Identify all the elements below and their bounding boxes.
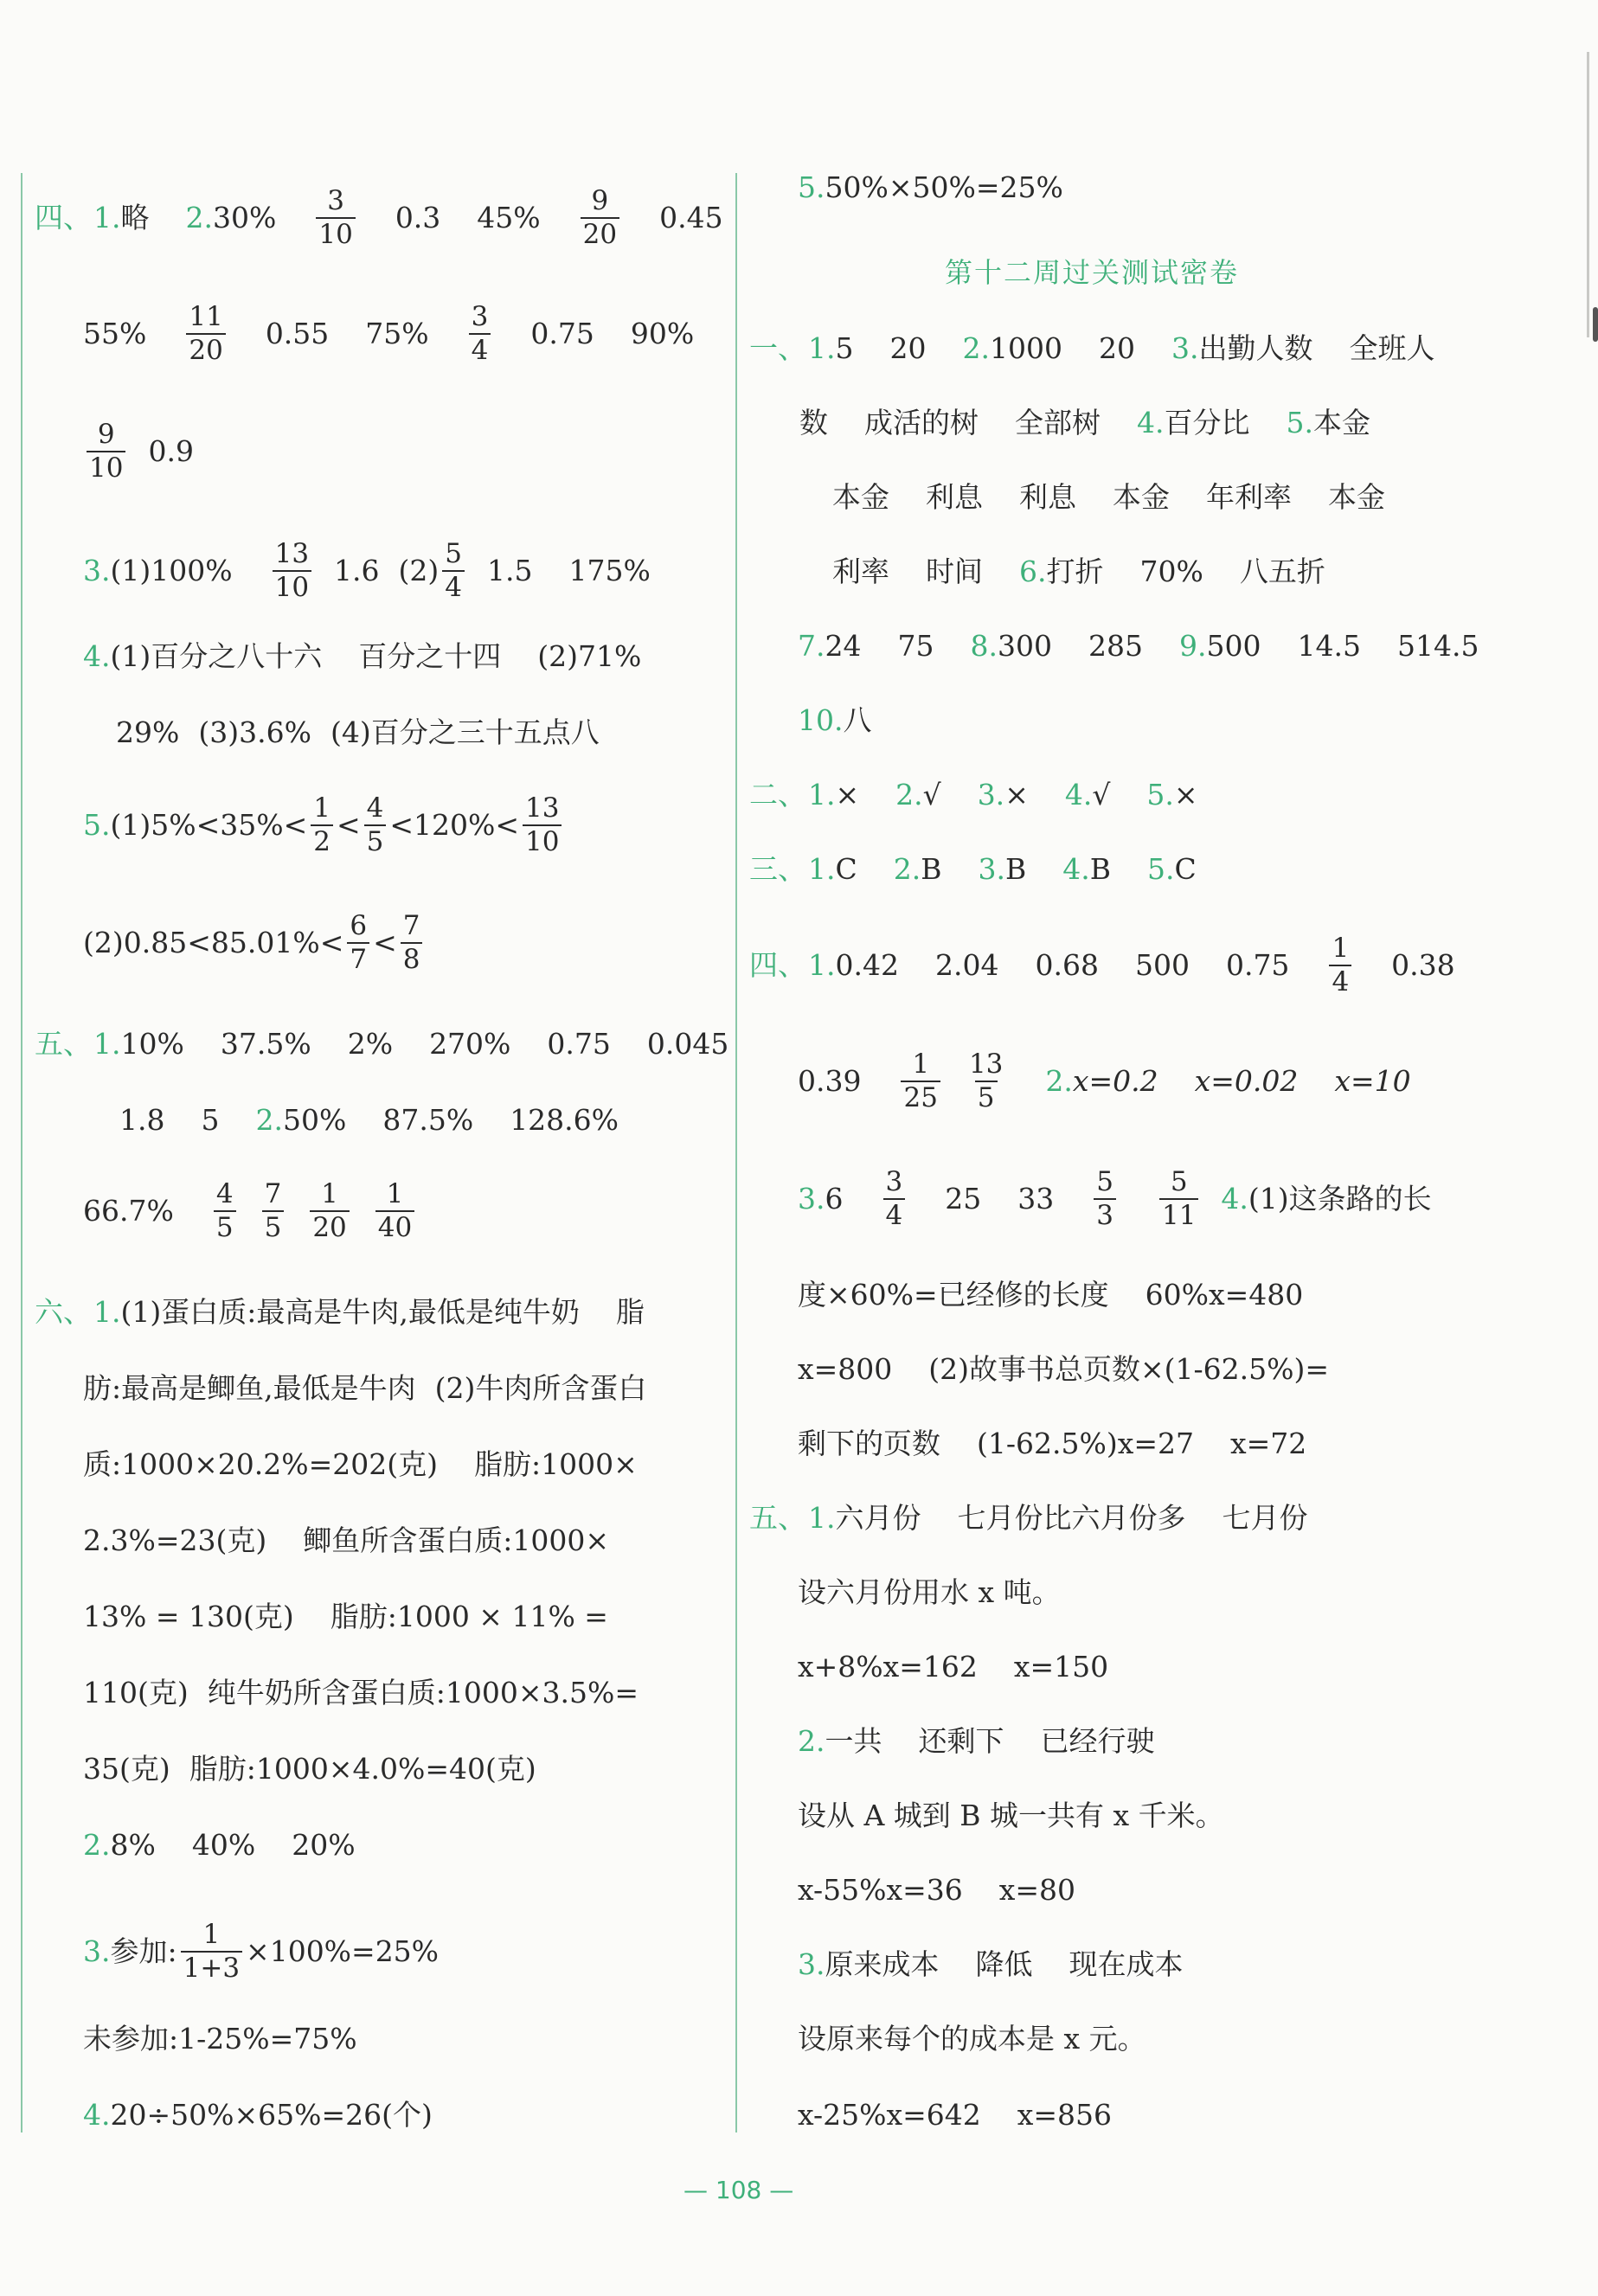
fraction: $\frac{13}{10}$ xyxy=(273,540,311,601)
answer-line: 2. 8% 40% 20% xyxy=(83,1828,356,1862)
fraction: $\frac{13}{5}$ xyxy=(968,1049,1004,1113)
answer-line: x+8%x=162 x=150 xyxy=(798,1650,1109,1684)
answer-line: 29% (3)3.6% (4)百分之三十五点八 xyxy=(116,715,600,749)
section-label: 五、 xyxy=(749,1501,806,1535)
answer-line: x-55%x=36 x=80 xyxy=(798,1873,1076,1907)
answer-line: 10. 八 xyxy=(798,703,872,737)
answer-line: 5. (1)5%<35%< $\frac{1}{2}$ < $\frac{4}{5}$ <120%< $\frac{13}{10}$ xyxy=(83,794,565,856)
fraction: $\frac{1}{20}$ xyxy=(310,1180,349,1241)
answer-line: 五、 1. 六月份 七月份比六月份多 七月份 xyxy=(749,1501,1308,1535)
section-label: 二、 xyxy=(749,778,806,811)
section-title: 第十二周过关测试密卷 xyxy=(945,256,1240,289)
center-column-rule xyxy=(735,173,737,2132)
answer-line: 3. 6 $\frac{3}{4}$ 25 33 $\frac{5}{3}$ $\frac{5}{11}$ 4. (1)这条路的长 xyxy=(798,1166,1432,1231)
answer-line: 三、 1. C 2. B 3. B 4. B 5. C xyxy=(749,852,1197,886)
answer-line: $\frac{9}{10}$ 0.9 xyxy=(83,420,194,482)
fraction: $\frac{5}{11}$ xyxy=(1159,1168,1198,1229)
answer-line: 设六月份用水 x 吨。 xyxy=(798,1575,1061,1609)
answer-line: 35(克) 脂肪:1000×4.0%=40(克) xyxy=(83,1752,536,1786)
answer-line: 13% = 130(克) 脂肪:1000 × 11% = xyxy=(83,1600,608,1633)
fraction: $\frac{7}{8}$ xyxy=(401,912,423,973)
answer-line: 3. 原来成本 降低 现在成本 xyxy=(798,1947,1184,1981)
answer-line: 0.39 $\frac{1}{25}$ $\frac{13}{5}$ 2. x=0.2 x=0.02 x=10 xyxy=(798,1049,1411,1113)
fraction: $\frac{1}{1+3}$ xyxy=(181,1921,242,1982)
answer-line: 5. 50%×50%=25% xyxy=(798,170,1063,204)
fraction: $\frac{9}{20}$ xyxy=(581,187,619,248)
section-label: 五、 xyxy=(35,1027,92,1061)
page-number: — 108 — xyxy=(683,2176,794,2204)
fraction: $\frac{5}{4}$ xyxy=(442,540,465,601)
left-column-rule xyxy=(21,173,22,2132)
fraction: $\frac{1}{4}$ xyxy=(1329,934,1351,996)
fraction: $\frac{5}{3}$ xyxy=(1094,1168,1116,1229)
answer-line: 四、 1. 略 2. 30% $\frac{3}{10}$ 0.3 45% $\frac{9}{20}$ 0.45 xyxy=(35,185,723,250)
page-edge-mark xyxy=(1593,307,1598,342)
fraction: $\frac{9}{10}$ xyxy=(87,420,125,482)
answer-line: x-25%x=642 x=856 xyxy=(798,2098,1113,2132)
fraction: $\frac{3}{10}$ xyxy=(316,187,355,248)
answer-line: 度×60%=已经修的长度 60%x=480 xyxy=(798,1278,1304,1312)
section-label: 三、 xyxy=(749,852,806,886)
answer-line: 数 成活的树 全部树 4. 百分比 5. 本金 xyxy=(799,406,1370,439)
fraction: $\frac{3}{4}$ xyxy=(469,303,491,364)
section-label: 四、 xyxy=(749,948,806,983)
answer-line: 1.8 5 2. 50% 87.5% 128.6% xyxy=(119,1103,619,1137)
fraction: $\frac{1}{2}$ xyxy=(311,794,333,856)
answer-line: 设从 A 城到 B 城一共有 x 千米。 xyxy=(798,1799,1224,1832)
fraction: $\frac{4}{5}$ xyxy=(214,1180,236,1241)
answer-line: 110(克) 纯牛奶所含蛋白质:1000×3.5%= xyxy=(83,1676,639,1709)
answer-line: (2)0.85<85.01%< $\frac{6}{7}$ < $\frac{7}{8}$ xyxy=(83,912,426,973)
answer-line: 质:1000×20.2%=202(克) 脂肪:1000× xyxy=(83,1447,638,1481)
fraction: $\frac{7}{5}$ xyxy=(262,1180,285,1241)
fraction: $\frac{13}{10}$ xyxy=(523,794,562,856)
answer-line: 7. 24 75 8. 300 285 9. 500 14.5 514.5 xyxy=(798,629,1479,663)
answer-line: 本金 利息 利息 本金 年利率 本金 xyxy=(832,480,1385,514)
answer-line: 66.7% $\frac{4}{5}$ $\frac{7}{5}$ $\frac{1}{20}$ $\frac{1}{40}$ xyxy=(83,1180,418,1241)
fraction: $\frac{11}{20}$ xyxy=(186,303,225,364)
answer-line: 六、 1. (1)蛋白质:最高是牛肉,最低是纯牛奶 脂 xyxy=(35,1295,645,1329)
answer-line: 剩下的页数 (1-62.5%)x=27 x=72 xyxy=(798,1427,1307,1460)
fraction: $\frac{1}{25}$ xyxy=(901,1050,940,1112)
answer-line: 55% $\frac{11}{20}$ 0.55 75% $\frac{3}{4}$ 0.75 90% xyxy=(83,301,695,366)
answer-line: 2.3%=23(克) 鲫鱼所含蛋白质:1000× xyxy=(83,1523,609,1557)
answer-line: 四、 1. 0.42 2.04 0.68 500 0.75 $\frac{1}{4}$ 0.38 xyxy=(749,933,1455,997)
fraction: $\frac{6}{7}$ xyxy=(347,912,369,973)
answer-line: x=800 (2)故事书总页数×(1-62.5%)= xyxy=(798,1352,1330,1386)
answer-line: 4. 20÷50%×65%=26(个) xyxy=(83,2098,433,2132)
answer-line: 肪:最高是鲫鱼,最低是牛肉 (2)牛肉所含蛋白 xyxy=(83,1371,647,1405)
answer-line: 3. 参加: $\frac{1}{1+3}$ ×100%=25% xyxy=(83,1919,440,1984)
section-label: 六、 xyxy=(35,1295,92,1329)
section-label: 四、 xyxy=(35,201,92,235)
fraction: $\frac{4}{5}$ xyxy=(364,794,387,856)
fraction: $\frac{3}{4}$ xyxy=(883,1168,906,1229)
answer-line: 五、 1. 10% 37.5% 2% 270% 0.75 0.045 xyxy=(35,1027,729,1061)
answer-line: 2. 一共 还剩下 已经行驶 xyxy=(798,1724,1155,1758)
page-edge-shadow xyxy=(1587,52,1589,337)
answer-line: 二、 1. × 2. √ 3. × 4. √ 5. × xyxy=(749,778,1198,811)
answer-line: 未参加:1-25%=75% xyxy=(83,2022,357,2055)
answer-line: 4. (1)百分之八十六 百分之十四 (2)71% xyxy=(83,639,642,673)
fraction: $\frac{1}{40}$ xyxy=(375,1180,414,1241)
answer-line: 利率 时间 6. 打折 70% 八五折 xyxy=(832,555,1325,588)
section-label: 一、 xyxy=(749,331,806,365)
answer-line: 设原来每个的成本是 x 元。 xyxy=(798,2022,1146,2055)
answer-line: 一、 1. 5 20 2. 1000 20 3. 出勤人数 全班人 xyxy=(749,331,1435,365)
answer-line: 3. (1)100% $\frac{13}{10}$ 1.6 (2) $\frac{5}{4}$ 1.5 175% xyxy=(83,538,651,603)
